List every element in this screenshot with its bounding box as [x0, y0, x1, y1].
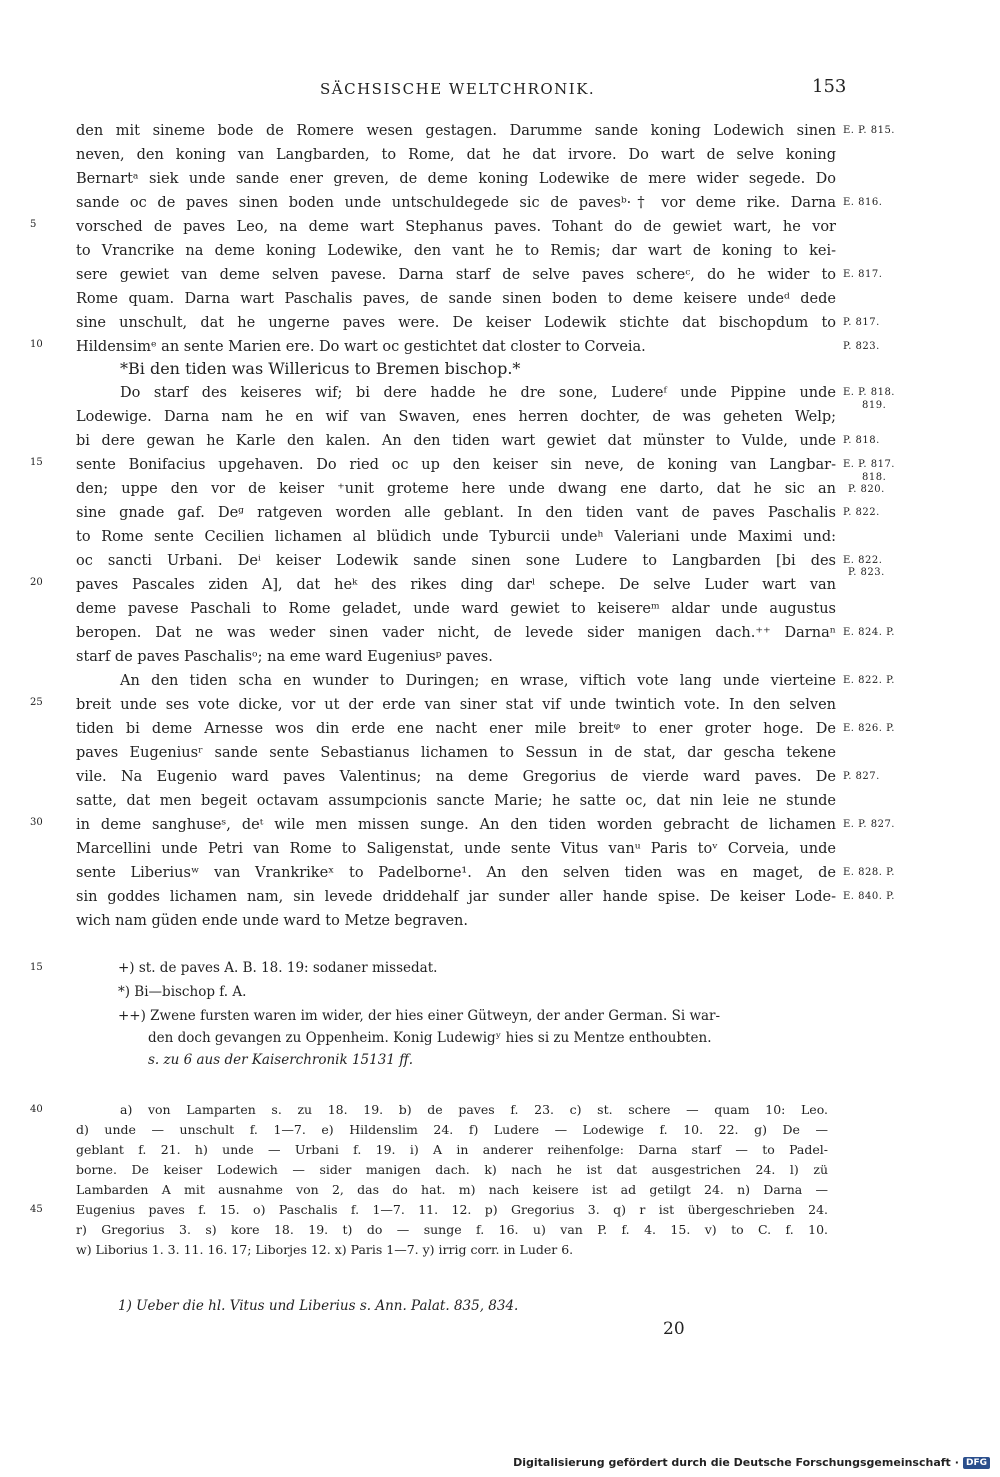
- text-line: neven, den koning van Langbarden, to Rome, dat he dat irvore. Do wart de selve koning: [76, 147, 836, 163]
- text-line: sente Bonifacius upgehaven. Do ried oc up den keiser sin neve, de koning van Langbar-: [76, 457, 836, 473]
- text-line: Hildensimᵉ an sente Marien ere. Do wart oc gestichtet dat closter to Corveia.: [76, 339, 646, 355]
- page-number: 153: [812, 76, 847, 97]
- margin-note: E. 828. P.: [843, 867, 895, 878]
- margin-note: P. 827.: [843, 771, 880, 782]
- margin-note: E. 826. P.: [843, 723, 895, 734]
- footnote: s. zu 6 aus der Kaiserchronik 15131 ff.: [148, 1052, 414, 1068]
- margin-note: P. 820.: [848, 484, 885, 495]
- footer-text: Digitalisierung gefördert durch die Deutsche Forschungsgemeinschaft: [513, 1456, 951, 1469]
- apparatus-line: geblant f. 21. h) unde — Urbani f. 19. i) A in anderer reihenfolge: Darna starf — to Padel-: [76, 1142, 828, 1157]
- apparatus-line: a) von Lamparten s. zu 18. 19. b) de paves f. 23. c) st. schere — quam 10: Leo.: [120, 1102, 828, 1117]
- text-line: paves Pascales ziden A], dat heᵏ des rikes ding darˡ schepe. De selve Luder wart van: [76, 577, 836, 593]
- margin-note: P. 822.: [843, 507, 880, 518]
- line-number: 40: [30, 1104, 43, 1115]
- text-line: sine unschult, dat he ungerne paves were. De keiser Lodewik stichte dat bischopdum to: [76, 315, 836, 331]
- text-line: tiden bi deme Arnesse wos din erde ene nacht ener mile breitᵠ to ener groter hoge. De: [76, 721, 836, 737]
- text-line: sande oc de paves sinen boden unde untschuldegede sic de pavesᵇ·† vor deme rike. Darna: [76, 195, 836, 211]
- apparatus-line: borne. De keiser Lodewich — sider manigen dach. k) nach he ist dat ausgestrichen 24. l) zü: [76, 1162, 828, 1177]
- text-line: paves Eugeniusʳ sande sente Sebastianus lichamen to Sessun in de stat, dar gescha tekene: [76, 745, 836, 761]
- apparatus-line: d) unde — unschult f. 1—7. e) Hildenslim 24. f) Ludere — Lodewige f. 10. 22. g) De —: [76, 1122, 828, 1137]
- text-line: Bernartᵃ siek unde sande ener greven, de deme koning Lodewike de mere wider segede. Do: [76, 171, 836, 187]
- footnote: +) st. de paves A. B. 18. 19: sodaner missedat.: [118, 960, 438, 976]
- text-line: vorsched de paves Leo, na deme wart Stephanus paves. Tohant do de gewiet wart, he vor: [76, 219, 836, 235]
- apparatus-line: Lambarden A mit ausnahme von 2, das do hat. m) nach keisere ist ad getilgt 24. n) Darna —: [76, 1182, 828, 1197]
- margin-note: P. 823.: [848, 567, 885, 578]
- text-line: sente Liberiusʷ van Vrankrikeˣ to Padelborne¹. An den selven tiden was en maget, de: [76, 865, 836, 881]
- margin-note: 818.: [862, 472, 887, 483]
- line-number: 30: [30, 817, 43, 828]
- text-line: beropen. Dat ne was weder sinen vader nicht, de levede sider manigen dach.⁺⁺ Darnaⁿ: [76, 625, 836, 641]
- text-line: An den tiden scha en wunder to Duringen; en wrase, viftich vote lang unde vierteine: [120, 673, 836, 689]
- text-line: Rome quam. Darna wart Paschalis paves, de sande sinen boden to deme keisere undeᵈ dede: [76, 291, 836, 307]
- text-line: sin goddes lichamen nam, sin levede driddehalf jar sunder aller hande spise. De keiser Lode-: [76, 889, 836, 905]
- margin-note: E. 840. P.: [843, 891, 895, 902]
- text-line: bi dere gewan he Karle den kalen. An den tiden wart gewiet dat münster to Vulde, unde: [76, 433, 836, 449]
- line-number: 10: [30, 339, 43, 350]
- text-line: wich nam güden ende unde ward to Metze begraven.: [76, 913, 469, 929]
- text-line: to Rome sente Cecilien lichamen al blüdich unde Tyburcii undeʰ Valeriani unde Maximi und:: [76, 529, 836, 545]
- footnote: *) Bi—bischop f. A.: [118, 984, 247, 1000]
- footer: Digitalisierung gefördert durch die Deutsche Forschungsgemeinschaft · DFG: [513, 1456, 990, 1469]
- margin-note: P. 817.: [843, 317, 880, 328]
- line-number: 45: [30, 1204, 43, 1215]
- line-number: 15: [30, 457, 43, 468]
- margin-note: E. 816.: [843, 197, 883, 208]
- text-line: in deme sanghuseˢ, deᵗ wile men missen sunge. An den tiden worden gebracht de lichamen: [76, 817, 836, 833]
- text-line: den; uppe den vor de keiser ⁺unit groteme here unde dwang ene darto, dat he sic an: [76, 481, 836, 497]
- margin-note: E. P. 827.: [843, 819, 895, 830]
- text-line: Do starf des keiseres wif; bi dere hadde he dre sone, Ludereᶠ unde Pippine unde: [120, 385, 836, 401]
- text-line: Marcellini unde Petri van Rome to Saligenstat, unde sente Vitus vanᵘ Paris toᵛ Corveia, unde: [76, 841, 836, 857]
- margin-note: E. 822.: [843, 555, 883, 566]
- text-line: vile. Na Eugenio ward paves Valentinus; na deme Gregorius de vierde ward paves. De: [76, 769, 836, 785]
- text-line: den mit sineme bode de Romere wesen gestagen. Darumme sande koning Lodewich sinen: [76, 123, 836, 139]
- note-line: 1) Ueber die hl. Vitus und Liberius s. Ann. Palat. 835, 834.: [118, 1298, 519, 1314]
- line-number: 20: [30, 577, 43, 588]
- text-line: sine gnade gaf. Deᵍ ratgeven worden alle geblant. In den tiden vant de paves Paschalis: [76, 505, 836, 521]
- text-line: deme pavese Paschali to Rome geladet, unde ward gewiet to keisereᵐ aldar unde augustus: [76, 601, 836, 617]
- line-number: 5: [30, 219, 37, 230]
- margin-note: E. P. 815.: [843, 125, 895, 136]
- footnote: ++) Zwene fursten waren im wider, der hies einer Gütweyn, der ander German. Si war-: [118, 1008, 721, 1024]
- text-line: to Vrancrike na deme koning Lodewike, den vant he to Remis; dar wart de koning to kei-: [76, 243, 836, 259]
- text-line: Lodewige. Darna nam he en wif van Swaven, enes herren dochter, de was geheten Welp;: [76, 409, 836, 425]
- line-number: 15: [30, 962, 43, 973]
- apparatus-line: w) Liborius 1. 3. 11. 16. 17; Liborjes 12. x) Paris 1—7. y) irrig corr. in Luder 6.: [76, 1242, 574, 1257]
- dfg-logo: DFG: [963, 1457, 990, 1469]
- margin-note: P. 823.: [843, 341, 880, 352]
- inserted-line: *Bi den tiden was Willericus to Bremen bischop.*: [120, 359, 521, 378]
- margin-note: E. P. 818.: [843, 387, 895, 398]
- text-line: sere gewiet van deme selven pavese. Darna starf de selve paves schereᶜ, do he wider to: [76, 267, 836, 283]
- apparatus-line: r) Gregorius 3. s) kore 18. 19. t) do — sunge f. 16. u) van P. f. 4. 15. v) to C. f. 10.: [76, 1222, 828, 1237]
- running-title: SÄCHSISCHE WELTCHRONIK.: [320, 80, 596, 98]
- footnote: den doch gevangen zu Oppenheim. Konig Ludewigʸ hies si zu Mentze enthoubten.: [148, 1030, 712, 1046]
- margin-note: E. P. 817.: [843, 459, 895, 470]
- margin-note: E. 817.: [843, 269, 883, 280]
- text-line: satte, dat men begeit octavam assumpcionis sancte Marie; he satte oc, dat nin leie ne stunde: [76, 793, 836, 809]
- text-line: breit unde ses vote dicke, vor ut der erde van siner stat vif unde twintich vote. In den selven: [76, 697, 836, 713]
- margin-note: E. 822. P.: [843, 675, 895, 686]
- margin-note: E. 824. P.: [843, 627, 895, 638]
- line-number: 25: [30, 697, 43, 708]
- text-line: oc sancti Urbani. Deⁱ keiser Lodewik sande sinen sone Ludere to Langbarden [bi des: [76, 553, 836, 569]
- text-line: starf de paves Paschalisᵒ; na eme ward Eugeniusᵖ paves.: [76, 649, 493, 665]
- page-signature: 20: [663, 1319, 685, 1339]
- apparatus-line: Eugenius paves f. 15. o) Paschalis f. 1—7. 11. 12. p) Gregorius 3. q) r ist übergeschrieben 24.: [76, 1202, 828, 1217]
- margin-note: P. 818.: [843, 435, 880, 446]
- margin-note: 819.: [862, 400, 887, 411]
